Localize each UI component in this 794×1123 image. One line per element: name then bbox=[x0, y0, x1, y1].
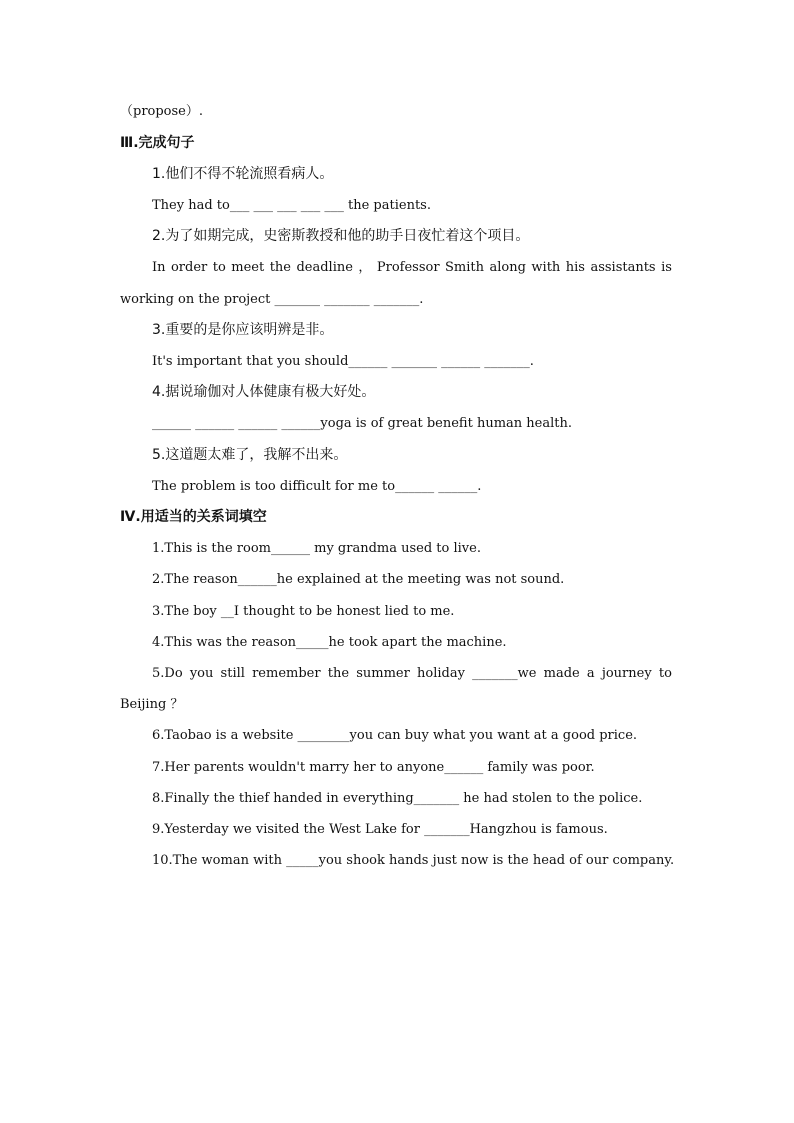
word: to bbox=[212, 260, 226, 275]
word: _______we bbox=[472, 666, 537, 681]
s4-item-10: 10.The woman with _____you shook hands just now is the head of our company. bbox=[152, 853, 675, 868]
word: Professor bbox=[376, 260, 440, 275]
s4-item-2: 2.The reason______he explained at the meeting was not sound. bbox=[152, 572, 565, 587]
word: remember bbox=[252, 666, 321, 681]
s4-item-4: 4.This was the reason_____he took apart the machine. bbox=[152, 635, 507, 650]
word: 5.Do bbox=[152, 666, 183, 681]
word: still bbox=[220, 666, 245, 681]
s3-item-2-cn: 2.为了如期完成，史密斯教授和他的助手日夜忙着这个项目。 bbox=[152, 228, 530, 244]
s3-item-4-en: ______ ______ ______ ______yoga is of great benefit human health. bbox=[152, 416, 572, 431]
word: the bbox=[269, 260, 291, 275]
s3-item-2-en-cont: working on the project _______ _______ _______. bbox=[120, 292, 424, 307]
s3-item-5-cn: 5.这道题太难了，我解不出来。 bbox=[152, 447, 348, 463]
s4-item-9: 9.Yesterday we visited the West Lake for _______Hangzhou is famous. bbox=[152, 822, 608, 837]
word: is bbox=[661, 260, 672, 275]
s3-item-4-cn: 4.据说瑜伽对人体健康有极大好处。 bbox=[152, 384, 376, 400]
section-4-title: Ⅳ.用适当的关系词填空 bbox=[120, 509, 267, 525]
s4-item-5-cont: Beijing ？ bbox=[120, 697, 184, 712]
word: In bbox=[152, 260, 166, 275]
word: ， bbox=[358, 260, 372, 275]
s3-item-5-en: The problem is too difficult for me to______ ______. bbox=[152, 479, 482, 494]
s3-item-1-cn: 1.他们不得不轮流照看病人。 bbox=[152, 166, 334, 182]
section-3-title: Ⅲ.完成句子 bbox=[120, 135, 195, 151]
word: along bbox=[489, 260, 526, 275]
s4-item-7: 7.Her parents wouldn't marry her to anyone______ family was poor. bbox=[152, 760, 595, 775]
s4-item-5 bbox=[152, 665, 672, 683]
word: made bbox=[543, 666, 580, 681]
s3-item-1-en: They had to___ ___ ___ ___ ___ the patients. bbox=[152, 198, 431, 213]
s3-item-3-cn: 3.重要的是你应该明辨是非。 bbox=[152, 322, 334, 338]
top-fragment: （propose）. bbox=[120, 104, 204, 119]
word: holiday bbox=[417, 666, 465, 681]
word: deadline bbox=[296, 260, 353, 275]
word: his bbox=[565, 260, 585, 275]
s4-item-6: 6.Taobao is a website ________you can buy what you want at a good price. bbox=[152, 728, 638, 743]
word: with bbox=[531, 260, 561, 275]
word: meet bbox=[231, 260, 265, 275]
word: journey bbox=[601, 666, 652, 681]
s3-item-2-en bbox=[152, 259, 672, 277]
word: a bbox=[586, 666, 595, 681]
word: summer bbox=[356, 666, 410, 681]
s4-item-8: 8.Finally the thief handed in everything_______ he had stolen to the police. bbox=[152, 791, 643, 806]
word: order bbox=[170, 260, 208, 275]
word: the bbox=[327, 666, 350, 681]
word: to bbox=[658, 666, 672, 681]
s3-item-3-en: It's important that you should______ _______ ______ _______. bbox=[152, 354, 534, 369]
s4-item-3: 3.The boy __I thought to be honest lied to me. bbox=[152, 604, 455, 619]
word: you bbox=[189, 666, 214, 681]
word: assistants bbox=[590, 260, 656, 275]
s4-item-1: 1.This is the room______ my grandma used to live. bbox=[152, 541, 481, 556]
word: Smith bbox=[445, 260, 485, 275]
